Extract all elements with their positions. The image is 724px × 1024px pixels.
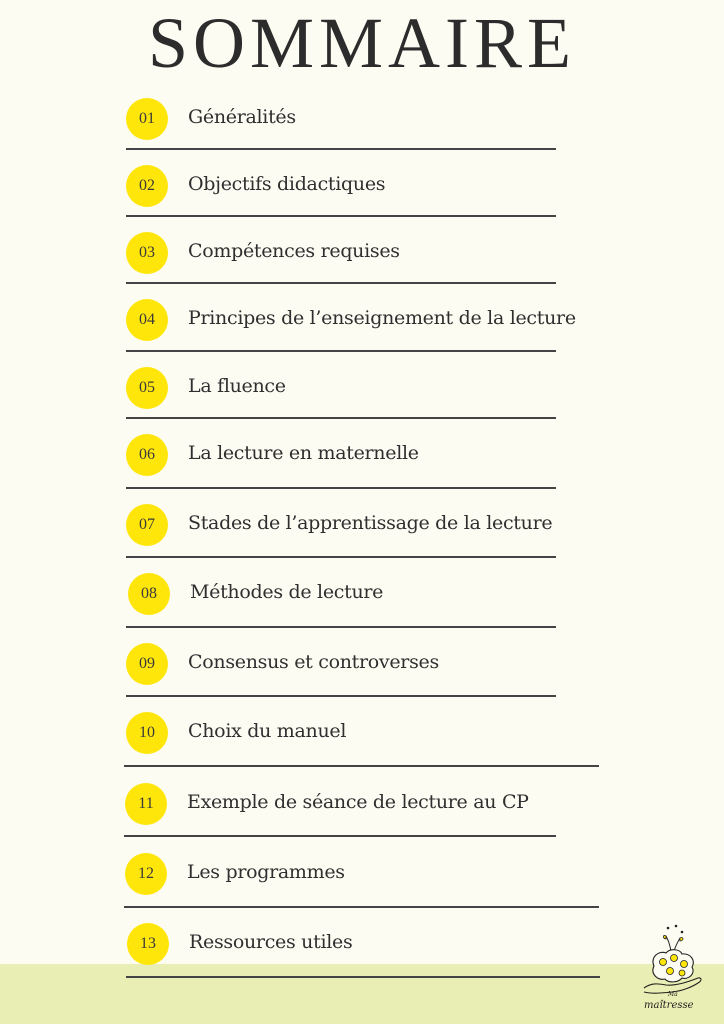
toc-item-10[interactable] [0,704,724,764]
toc-item-07[interactable] [0,496,724,556]
toc-item-03[interactable] [0,224,724,284]
divider [126,282,556,284]
divider [126,417,556,419]
divider [126,556,556,558]
toc-number-badge: 10 [126,712,168,754]
toc-item-12[interactable] [0,845,724,905]
toc-item-label: Principes de l’enseignement de la lecture [188,307,576,329]
divider [124,765,599,767]
divider [126,215,556,217]
toc-item-05[interactable] [0,359,724,419]
toc-item-02[interactable] [0,157,724,217]
toc-item-label: La fluence [188,375,286,397]
divider [126,487,556,489]
toc-number-badge: 09 [126,643,168,685]
page-title: SOMMAIRE [147,3,577,83]
divider [126,695,556,697]
divider [126,148,556,150]
toc-item-label: Stades de l’apprentissage de la lecture [188,512,553,534]
toc-item-label: Méthodes de lecture [190,581,384,603]
toc-item-label: Les programmes [187,861,345,883]
divider [126,976,600,978]
toc-number-badge: 01 [126,98,168,140]
toc-item-label: Objectifs didactiques [188,173,386,195]
brain-flower-hand-icon [638,922,708,1012]
divider [126,350,556,352]
toc-item-08[interactable] [0,565,724,625]
divider [124,906,599,908]
toc-number-badge: 04 [126,299,168,341]
divider [126,626,556,628]
toc-item-09[interactable] [0,635,724,695]
divider [124,835,556,837]
toc-number-badge: 02 [126,165,168,207]
logo-text-line1: Ma [668,991,678,998]
toc-item-label: Ressources utiles [189,931,353,953]
toc-number-badge: 08 [128,573,170,615]
toc-item-01[interactable] [0,90,724,150]
toc-item-11[interactable] [0,775,724,835]
brand-logo [638,922,708,1012]
toc-item-label: Compétences requises [188,240,400,262]
toc-item-06[interactable] [0,426,724,486]
logo-text-line2: maîtresse [644,1000,694,1011]
toc-item-label: La lecture en maternelle [188,442,419,464]
toc-number-badge: 05 [126,367,168,409]
toc-item-label: Généralités [188,106,296,128]
toc-item-label: Choix du manuel [188,720,347,742]
toc-number-badge: 07 [126,504,168,546]
toc-item-label: Exemple de séance de lecture au CP [187,791,529,813]
toc-number-badge: 13 [127,923,169,965]
toc-item-label: Consensus et controverses [188,651,439,673]
toc-item-04[interactable] [0,291,724,351]
toc-number-badge: 11 [125,783,167,825]
toc-number-badge: 12 [125,853,167,895]
toc-number-badge: 03 [126,232,168,274]
toc-number-badge: 06 [126,434,168,476]
toc-item-13[interactable] [0,915,724,975]
